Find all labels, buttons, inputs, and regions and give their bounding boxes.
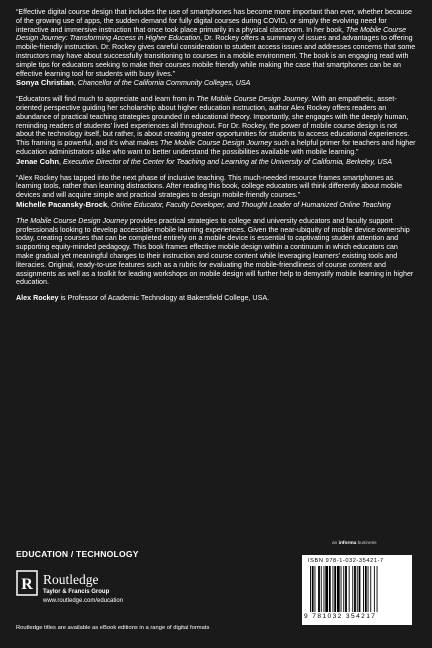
endorser-2-name: Jenae Cohn xyxy=(16,156,60,166)
informa-business-mark: an informa business xyxy=(332,541,377,546)
endorser-3-name: Michelle Pacansky-Brock xyxy=(16,199,108,209)
endorsement-2-text xyxy=(16,95,416,157)
endorser-3: Michelle Pacansky-Brock, Online Educator, Faculty Developer, and Thought Leader of Humanized Online Teaching xyxy=(16,199,391,209)
isbn-label: ISBN 978-1-032-35421-7 xyxy=(308,558,384,564)
endorsement-2 xyxy=(16,95,416,166)
publisher-logo xyxy=(16,568,196,612)
quote-3-part-1: “Alex Rockey has tapped into the next phase of inclusive teaching. This much-needed resource frames smartphones as learning tools, rather than learning distractions. After reading this book, college educators will think differently about mobile devices and will acquire simple and practical strategies to design mobile-friendly courses.” xyxy=(16,173,403,200)
svg-text:R: R xyxy=(21,576,33,593)
author-name: Alex Rockey xyxy=(16,294,59,303)
endorser-1-name: Sonya Christian xyxy=(16,78,74,88)
book-title-reference: The Mobile Course Design Journey xyxy=(196,95,309,104)
publisher-url: www.routledge.com/education xyxy=(43,598,124,604)
publisher-name: Routledge xyxy=(43,572,99,587)
endorser-1: Sonya Christian, Chancellor of the California Community Colleges, USA xyxy=(16,78,251,88)
ebook-note: Routledge titles are available as eBook editions in a range of digital formats xyxy=(16,625,210,631)
book-title-reference: The Mobile Course Design Journey: Transforming Access in Higher Education xyxy=(16,25,407,43)
endorsement-1 xyxy=(16,8,416,88)
publisher-group: Taylor & Francis Group xyxy=(43,589,110,595)
author-bio-text: is Professor of Academic Technology at Bakersfield College, USA. xyxy=(58,294,270,303)
endorser-1-role: Chancellor of the California Community Colleges, USA xyxy=(77,79,251,88)
endorsement-3-text xyxy=(16,174,416,200)
description-text: provides practical strategies to college and university educators and faculty support professionals looking to develop accessible mobile learning experiences. Given the near-ubiquity of mobile device ownership today, creating courses that can be completed entirely on a mobile device is essential to captivating student attention and supporting equity-minded pedagogy. This book frames effective mobile design within a continuum in which educators can make gradual yet meaningful changes to their instruction and course content while leveraging learners’ existing tools and literacies. Original, ready-to-use features such as a rubric for evaluating the mobile-friendliness of course content and assignments as well as a toolkit for leading workshops on mobile design will further help to demystify mobile learning in higher education. xyxy=(16,216,414,287)
back-cover-text xyxy=(16,8,416,302)
quote-2-part-3: . With an empathetic, asset-oriented perspective guiding her scholarship about higher education instruction, author Alex Rockey offers readers an abundance of practical teaching strategies grounded in educational theory. Importantly, she engages with the deeply human, reminding readers of students’ lived experiences all throughout. For Dr. Rockey, the power of mobile course design is not about the technology itself, but rather, is about creating greater opportunities for students to access educational experiences. This framing is powerful, and it’s what makes xyxy=(16,95,410,148)
endorsement-1-text xyxy=(16,8,416,78)
endorsement-3 xyxy=(16,174,416,210)
quote-2-part-5: such a helpful primer for teachers and higher education administrators alike who want to better understand the possibilities available with mobile learning.” xyxy=(16,139,416,156)
description-book-title: The Mobile Course Design Journey xyxy=(16,216,128,225)
routledge-logo-icon xyxy=(16,570,38,596)
author-bio xyxy=(16,294,416,302)
book-title-reference: The Mobile Course Design Journey xyxy=(159,139,272,148)
subject-category: EDUCATION / TECHNOLOGY xyxy=(16,549,139,559)
quote-1-part-3: , Dr. Rockey offers a summary of issues and advantages to offering mobile-friendly instruction. Dr. Rockey gives careful consideration to student access issues and addresses concerns that some instructors may have about successfully transitioning to courses in a mobile environment. The book is an engaging read with simple tips for educators seeking to make their courses mobile friendly while making the case that smartphones can be an effective learning tool for students with busy lives.” xyxy=(16,34,416,78)
isbn-digits: 9 781032 354217 xyxy=(304,613,377,620)
book-description xyxy=(16,217,416,287)
quote-1-part-1: “Effective digital course design that includes the use of smartphones has become more important than ever, whether because of the growing use of apps, the sudden demand for fully digital courses during COVID, or simply the evolving need for interactive and immersive instruction that once took place primarily in a physical classroom. In her book, xyxy=(16,8,413,34)
endorser-2-role: Executive Director of the Center for Teaching and Learning at the University of California, Berkeley, USA xyxy=(63,157,393,166)
isbn-barcode xyxy=(302,555,412,625)
endorser-3-role: Online Educator, Faculty Developer, and Thought Leader of Humanized Online Teaching xyxy=(111,200,391,209)
endorser-2: Jenae Cohn, Executive Director of the Center for Teaching and Learning at the University of California, Berkeley, USA xyxy=(16,156,393,166)
barcode-bars xyxy=(308,566,406,614)
quote-2-part-1: “Educators will find much to appreciate and learn from in xyxy=(16,95,197,104)
